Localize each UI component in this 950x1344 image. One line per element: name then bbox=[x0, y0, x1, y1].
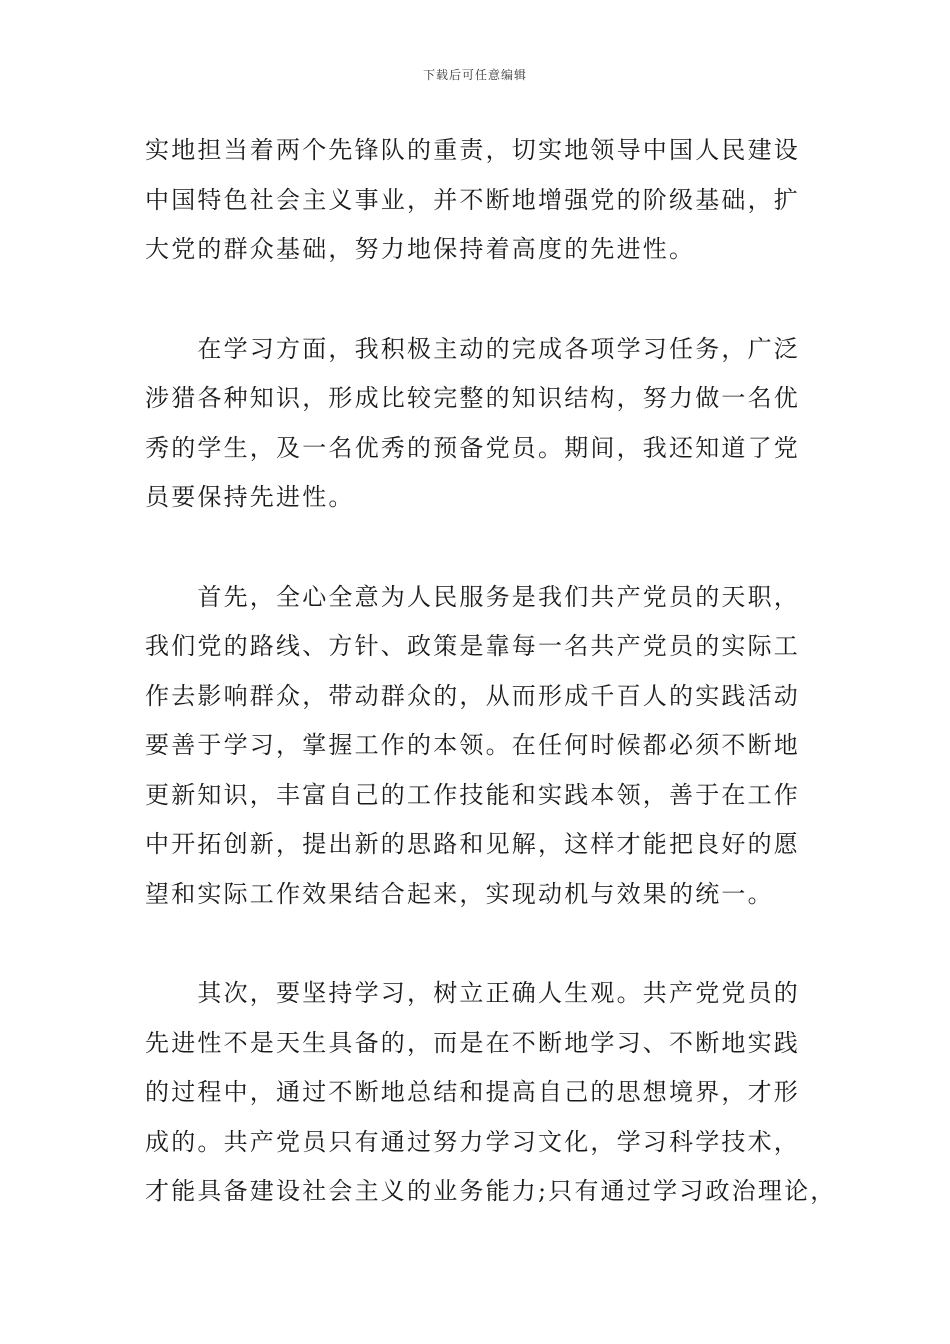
text-line: 的过程中，通过不断地总结和提高自己的思想境界，才形 bbox=[145, 1078, 800, 1106]
text-line: 大党的群众基础，努力地保持着高度的先进性。 bbox=[145, 235, 696, 263]
text-line: 我们党的路线、方针、政策是靠每一名共产党员的实际工 bbox=[145, 632, 800, 660]
text-line: 中开拓创新，提出新的思路和见解，这样才能把良好的愿 bbox=[145, 830, 800, 858]
text-line: 更新知识，丰富自己的工作技能和实践本领，善于在工作 bbox=[145, 780, 800, 809]
document-body bbox=[145, 126, 837, 1217]
text-line: 涉猎各种知识，形成比较完整的知识结构，努力做一名优 bbox=[145, 384, 800, 412]
text-line: 成的。共产党员只有通过努力学习文化，学习科学技术， bbox=[145, 1127, 800, 1156]
paragraph-gap bbox=[145, 919, 810, 969]
text-line: 才能具备建设社会主义的业务能力;只有通过学习政治理论， bbox=[145, 1177, 837, 1205]
text-line: 首先，全心全意为人民服务是我们共产党员的天职， bbox=[145, 582, 800, 611]
paragraph-1 bbox=[145, 126, 810, 275]
paragraph-3 bbox=[145, 573, 810, 920]
text-line: 望和实际工作效果结合起来，实现动机与效果的统一。 bbox=[145, 879, 774, 908]
text-line: 作去影响群众，带动群众的，从而形成千百人的实践活动 bbox=[145, 681, 800, 710]
text-line: 实地担当着两个先锋队的重责，切实地领导中国人民建设 bbox=[145, 136, 800, 164]
text-line: 秀的学生，及一名优秀的预备党员。期间，我还知道了党 bbox=[145, 433, 800, 462]
paragraph-gap bbox=[145, 523, 810, 573]
text-line: 中国特色社会主义事业，并不断地增强党的阶级基础，扩 bbox=[145, 185, 800, 214]
text-line: 员要保持先进性。 bbox=[145, 483, 355, 511]
paragraph-gap bbox=[145, 275, 810, 325]
text-line: 要善于学习，掌握工作的本领。在任何时候都必须不断地 bbox=[145, 731, 800, 759]
header-note: 下载后可任意编辑 bbox=[422, 68, 527, 82]
paragraph-4 bbox=[145, 969, 837, 1217]
text-line: 其次，要坚持学习，树立正确人生观。共产党党员的 bbox=[145, 979, 800, 1007]
paragraph-2 bbox=[145, 325, 810, 523]
text-line: 在学习方面，我积极主动的完成各项学习任务，广泛 bbox=[145, 334, 800, 363]
text-line: 先进性不是天生具备的，而是在不断地学习、不断地实践 bbox=[145, 1028, 800, 1057]
